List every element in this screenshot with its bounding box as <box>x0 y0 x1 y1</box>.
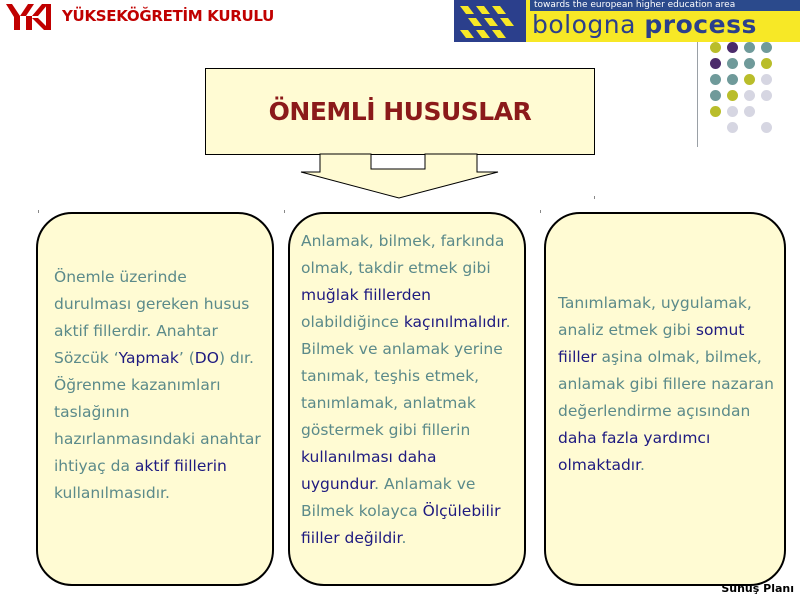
emphasis-text: muğlak fiillerden <box>301 286 431 304</box>
body-text: Tanımlamak, uygulamak, analiz etmek gibi <box>558 294 752 339</box>
emphasis-text: aktif fiillerin <box>134 457 227 475</box>
decor-dot <box>761 74 772 85</box>
decor-dot <box>761 58 772 69</box>
decor-dot <box>727 42 738 53</box>
body-text: ’ ( <box>178 349 195 367</box>
decor-dot <box>744 42 755 53</box>
emphasis-text: daha fazla yardımcı olmaktadır <box>558 429 711 474</box>
decor-dot <box>727 74 738 85</box>
body-text: Anlamak, bilmek, farkında olmak, takdir etmek gibi <box>301 232 505 277</box>
decor-dot <box>761 90 772 101</box>
bologna-title <box>532 10 757 39</box>
decor-dot <box>761 122 772 133</box>
card-active-verbs <box>36 212 274 586</box>
card-concrete-verbs <box>544 212 786 586</box>
decor-dot <box>727 90 738 101</box>
emphasis-text: Yapmak <box>118 349 179 367</box>
decor-dot <box>727 106 738 117</box>
body-text: aşina olmak, bilmek, anlamak gibi fillere nazaran değerlendirme açısından <box>558 348 774 420</box>
decor-dot <box>727 58 738 69</box>
bologna-process-banner <box>454 0 800 42</box>
page-title: ÖNEMLİ HUSUSLAR <box>268 97 532 126</box>
emphasis-text: kullanılması daha uygundur <box>301 448 437 493</box>
edge-tick <box>594 196 595 199</box>
title-box <box>205 68 595 155</box>
emphasis-text: somut fiiller <box>558 321 745 366</box>
body-text: olabildiğince <box>301 313 404 331</box>
decor-dot <box>744 58 755 69</box>
decor-dot <box>710 58 721 69</box>
body-text: . <box>640 456 645 474</box>
body-text: Önemle üzerinde durulması gereken husus aktif fillerdir. Anahtar Sözcük ‘ <box>54 268 250 367</box>
body-text: ) dır. Öğrenme kazanımları taslağının hazırlanmasındaki anahtar ihtiyaç da <box>54 349 261 475</box>
decor-dot <box>744 74 755 85</box>
bologna-title-light: bologna <box>532 10 645 39</box>
card-text <box>301 228 516 552</box>
decor-dot <box>744 90 755 101</box>
body-text: . <box>401 529 407 547</box>
bologna-tagline: towards the european higher education area <box>530 0 800 11</box>
card-text <box>54 264 262 507</box>
sunus-plani-link[interactable]: Sunuş Planı <box>721 582 794 595</box>
emphasis-text: Ölçülebilir fiiller değildir <box>301 502 501 547</box>
yok-logo-text: YÜKSEKÖĞRETİM KURULU <box>62 7 274 25</box>
body-text: . Anlamak ve Bilmek kolayca <box>301 475 476 520</box>
decor-dot <box>710 106 721 117</box>
decor-dot <box>710 74 721 85</box>
emphasis-text: DO <box>194 349 219 367</box>
bologna-flag-icon <box>454 0 526 42</box>
yok-logo <box>0 0 274 34</box>
header-divider <box>697 42 698 147</box>
decor-dot <box>761 42 772 53</box>
card-vague-verbs <box>288 212 526 586</box>
body-text: kullanılmasıdır. <box>54 484 170 502</box>
card-text <box>558 290 776 479</box>
body-text: . Bilmek ve anlamak yerine tanımak, teşhis etmek, tanımlamak, anlatmak göstermek gibi fillerin <box>301 313 511 439</box>
edge-tick <box>540 210 541 213</box>
emphasis-text: kaçınılmalıdır <box>403 313 506 331</box>
edge-tick <box>38 210 39 213</box>
decor-dot <box>744 106 755 117</box>
decor-dot <box>710 42 721 53</box>
bologna-title-bold: process <box>644 10 757 39</box>
yok-emblem-icon <box>4 2 60 32</box>
edge-tick <box>284 210 285 213</box>
down-arrow-icon <box>295 153 505 201</box>
decor-dot <box>710 90 721 101</box>
decor-dot <box>727 122 738 133</box>
